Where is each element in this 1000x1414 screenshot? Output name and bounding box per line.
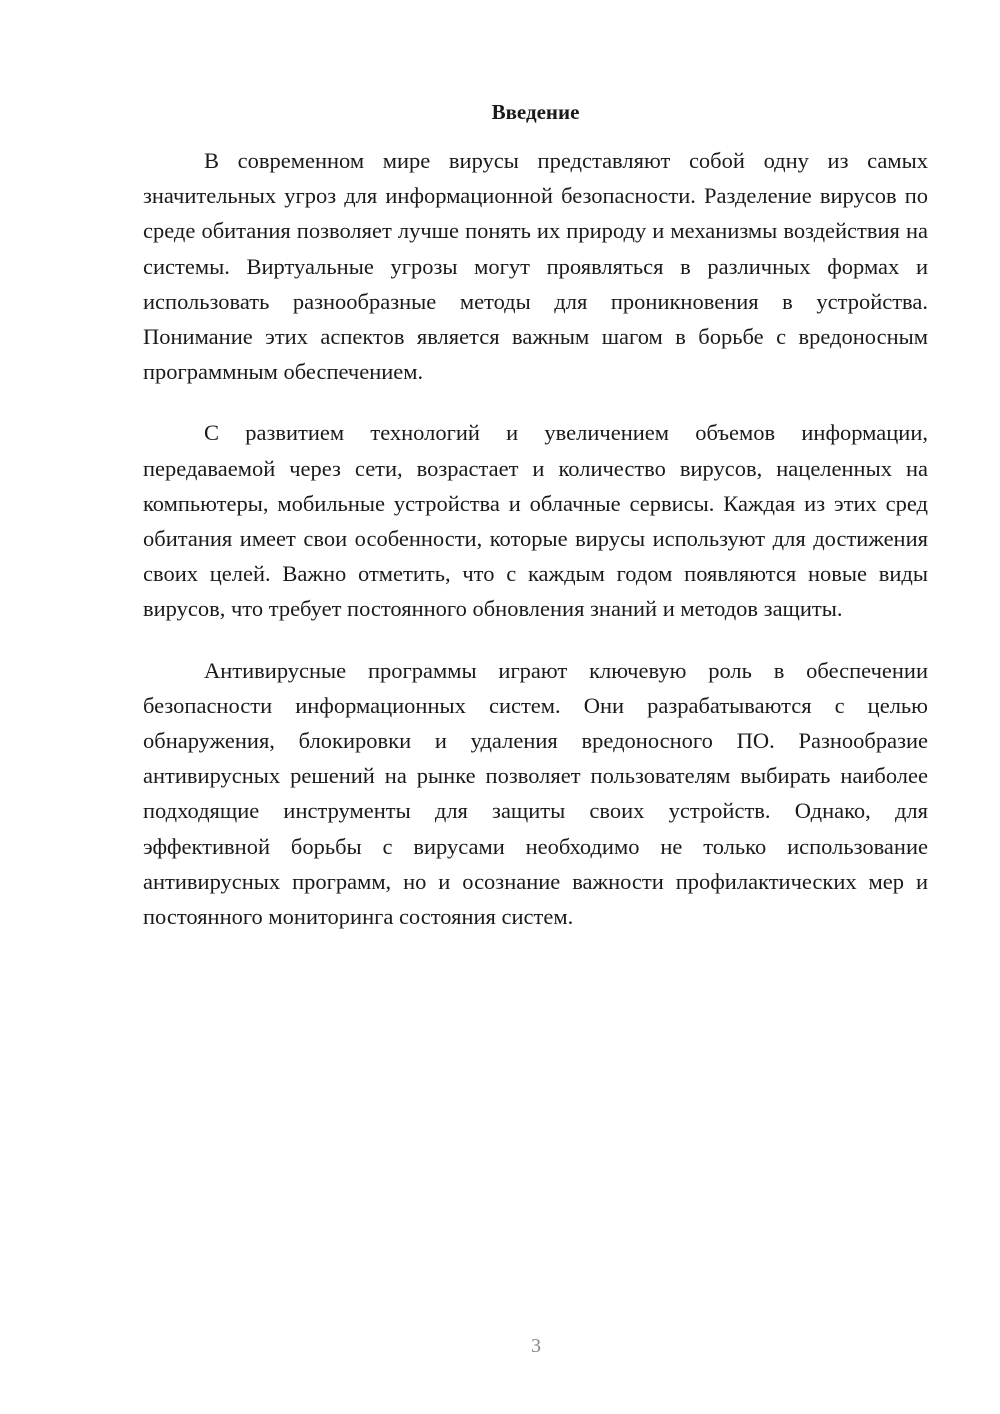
paragraph-2: С развитием технологий и увеличением объемов информации, передаваемой через сети, возрастает и количество вирусов, нацеленных на компьютеры, мобильные устройства и облачные сервисы. Каждая из этих сред обитания имеет свои особенности, которые вирусы используют для достижения своих целей. Важно отметить, что с каждым годом появляются новые виды вирусов, что требует постоянного обновления знаний и методов защиты. (143, 420, 928, 622)
page-content (143, 97, 928, 960)
section-title: Введение (491, 100, 580, 124)
page-number: 3 (531, 1335, 541, 1357)
paragraph-1: В современном мире вирусы представляют собой одну из самых значительных угроз для информационной безопасности. Разделение вирусов по среде обитания позволяет лучше понять их природу и механизмы воздействия на системы. Виртуальные угрозы могут проявляться в различных формах и использовать разнообразные методы для проникновения в устройства. Понимание этих аспектов является важным шагом в борьбе с вредоносным программным обеспечением. (143, 148, 928, 385)
paragraph-3: Антивирусные программы играют ключевую роль в обеспечении безопасности информационных систем. Они разрабатываются с целью обнаружения, блокировки и удаления вредоносного ПО. Разнообразие антивирусных решений на рынке позволяет пользователям выбирать наиболее подходящие инструменты для защиты своих устройств. Однако, для эффективной борьбы с вирусами необходимо не только использование антивирусных программ, но и осознание важности профилактических мер и постоянного мониторинга состояния систем. (143, 657, 928, 930)
